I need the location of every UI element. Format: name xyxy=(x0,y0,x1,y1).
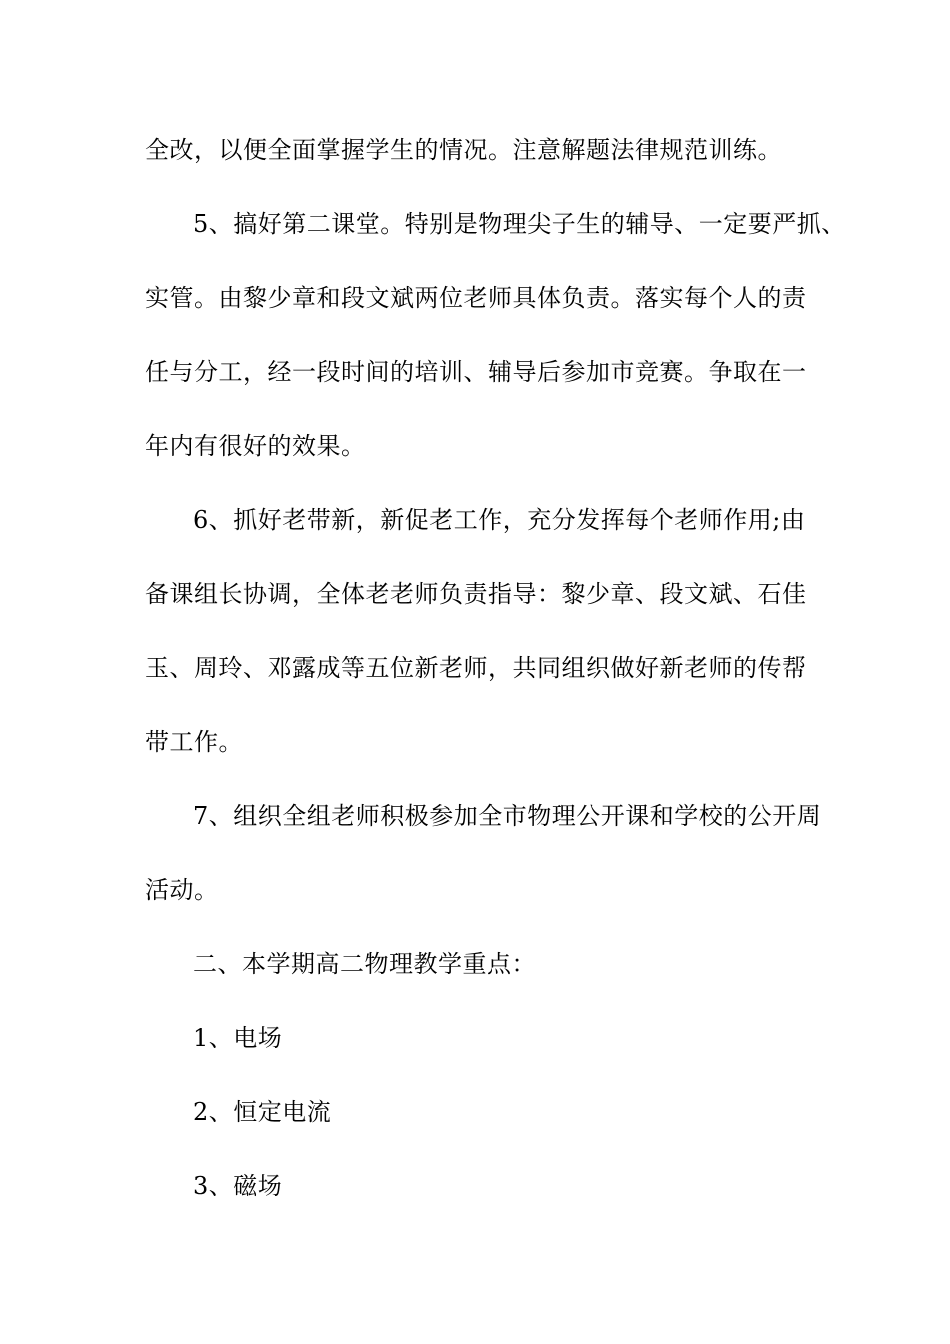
paragraph-line: 带工作。 xyxy=(145,728,243,756)
paragraph-line: 年内有很好的效果。 xyxy=(145,432,366,460)
paragraph-line: 5、搞好第二课堂。特别是物理尖子生的辅导、一定要严抓、 xyxy=(193,210,846,238)
paragraph-line: 任与分工，经一段时间的培训、辅导后参加市竞赛。争取在一 xyxy=(145,358,807,386)
paragraph-line: 7、组织全组老师积极参加全市物理公开课和学校的公开周 xyxy=(193,802,822,830)
paragraph-line: 6、抓好老带新，新促老工作，充分发挥每个老师作用;由 xyxy=(193,506,806,534)
list-item: 3、磁场 xyxy=(193,1172,283,1200)
paragraph-line: 活动。 xyxy=(145,876,219,904)
paragraph-line: 备课组长协调，全体老老师负责指导：黎少章、段文斌、石佳 xyxy=(145,580,807,608)
list-item: 2、恒定电流 xyxy=(193,1098,332,1126)
section-heading: 二、本学期高二物理教学重点： xyxy=(193,950,536,978)
paragraph-line: 全改，以便全面掌握学生的情况。注意解题法律规范训练。 xyxy=(145,136,782,164)
paragraph-line: 实管。由黎少章和段文斌两位老师具体负责。落实每个人的责 xyxy=(145,284,807,312)
paragraph-line: 玉、周玲、邓露成等五位新老师，共同组织做好新老师的传帮 xyxy=(145,654,807,682)
list-item: 1、电场 xyxy=(193,1024,283,1052)
